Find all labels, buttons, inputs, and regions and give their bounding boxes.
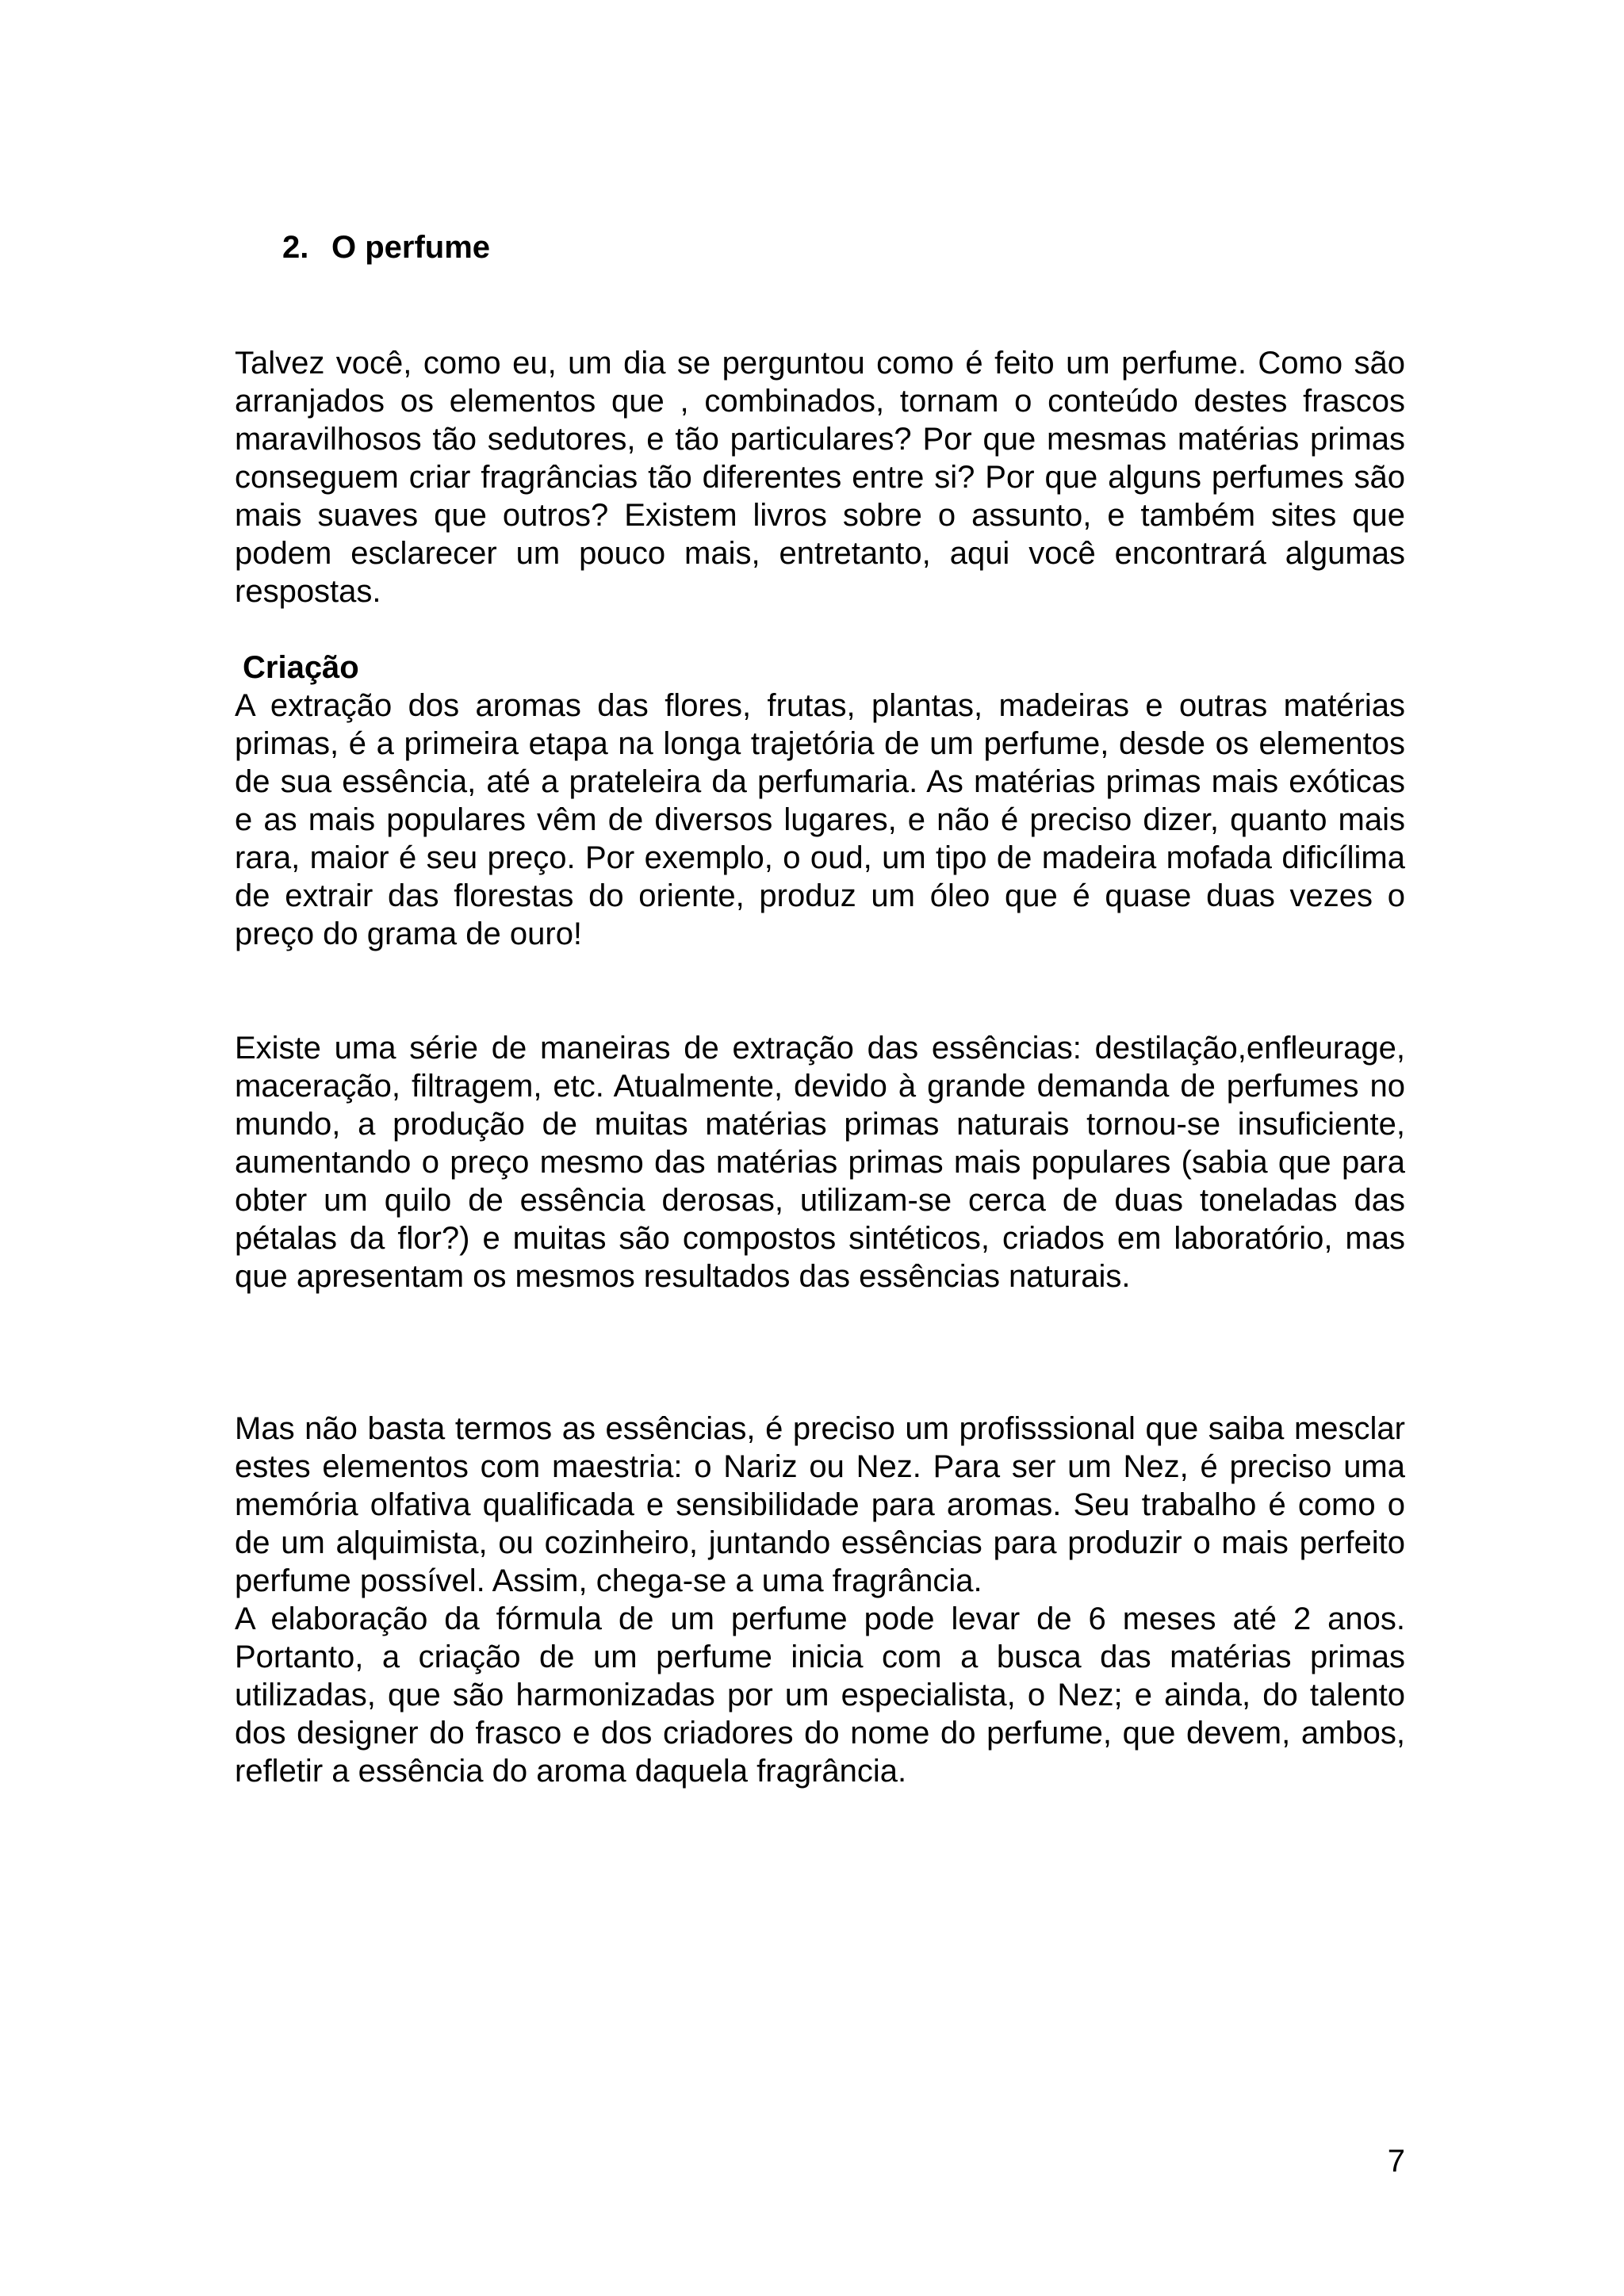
paragraph-nez: Mas não basta termos as essências, é preciso um profisssional que saiba mesclar estes elementos com maestria: o Nariz ou Nez. Para ser um Nez, é preciso uma memória olfativa qualificada e sensibilidade para aromas. Seu trabalho é como o de um alquimista, ou cozinheiro, juntando essências para produzir o mais perfeito perfume possível. Assim, chega-se a uma fragrância. [235,1411,1405,1598]
subsection-heading: Criação [243,650,359,685]
section-number: 2. [282,230,309,265]
section-heading [282,228,490,266]
intro-paragraph: Talvez você, como eu, um dia se perguntou como é feito um perfume. Como são arranjados os elementos que , combinados, tornam o conteúdo destes frascos maravilhosos tão sedutores, e tão particulares? Por que mesmas matérias primas conseguem criar fragrâncias tão diferentes entre si? Por que alguns perfumes são mais suaves que outros? Existem livros sobre o assunto, e também sites que podem esclarecer um pouco mais, entretanto, aqui você encontrará algumas respostas. [235,346,1405,609]
paragraph-methods: Existe uma série de maneiras de extração das essências: destilação,enfleurage, maceração, filtragem, etc. Atualmente, devido à grande demanda de perfumes no mundo, a produção de muitas matérias primas naturais tornou-se insuficiente, aumentando o preço mesmo das matérias primas mais populares (sabia que para obter um quilo de essência derosas, utilizam-se cerca de duas toneladas das pétalas da flor?) e muitas são compostos sintéticos, criados em laboratório, mas que apresentam os mesmos resultados das essências naturais. [235,1031,1405,1294]
paragraph-formula: A elaboração da fórmula de um perfume pode levar de 6 meses até 2 anos. Portanto, a criação de um perfume inicia com a busca das matérias primas utilizadas, que são harmonizadas por um especialista, o Nez; e ainda, do talento dos designer do frasco e dos criadores do nome do perfume, que devem, ambos, refletir a essência do aroma daquela fragrância. [235,1601,1405,1789]
paragraph-extraction: A extração dos aromas das flores, frutas, plantas, madeiras e outras matérias primas, é a primeira etapa na longa trajetória de um perfume, desde os elementos de sua essência, até a prateleira da perfumaria. As matérias primas mais exóticas e as mais populares vêm de diversos lugares, e não é preciso dizer, quanto mais rara, maior é seu preço. Por exemplo, o oud, um tipo de madeira mofada dificílima de extrair das florestas do oriente, produz um óleo que é quase duas vezes o preço do grama de ouro! [235,688,1405,951]
section-title: O perfume [331,230,491,265]
page-number: 7 [1387,2144,1405,2179]
